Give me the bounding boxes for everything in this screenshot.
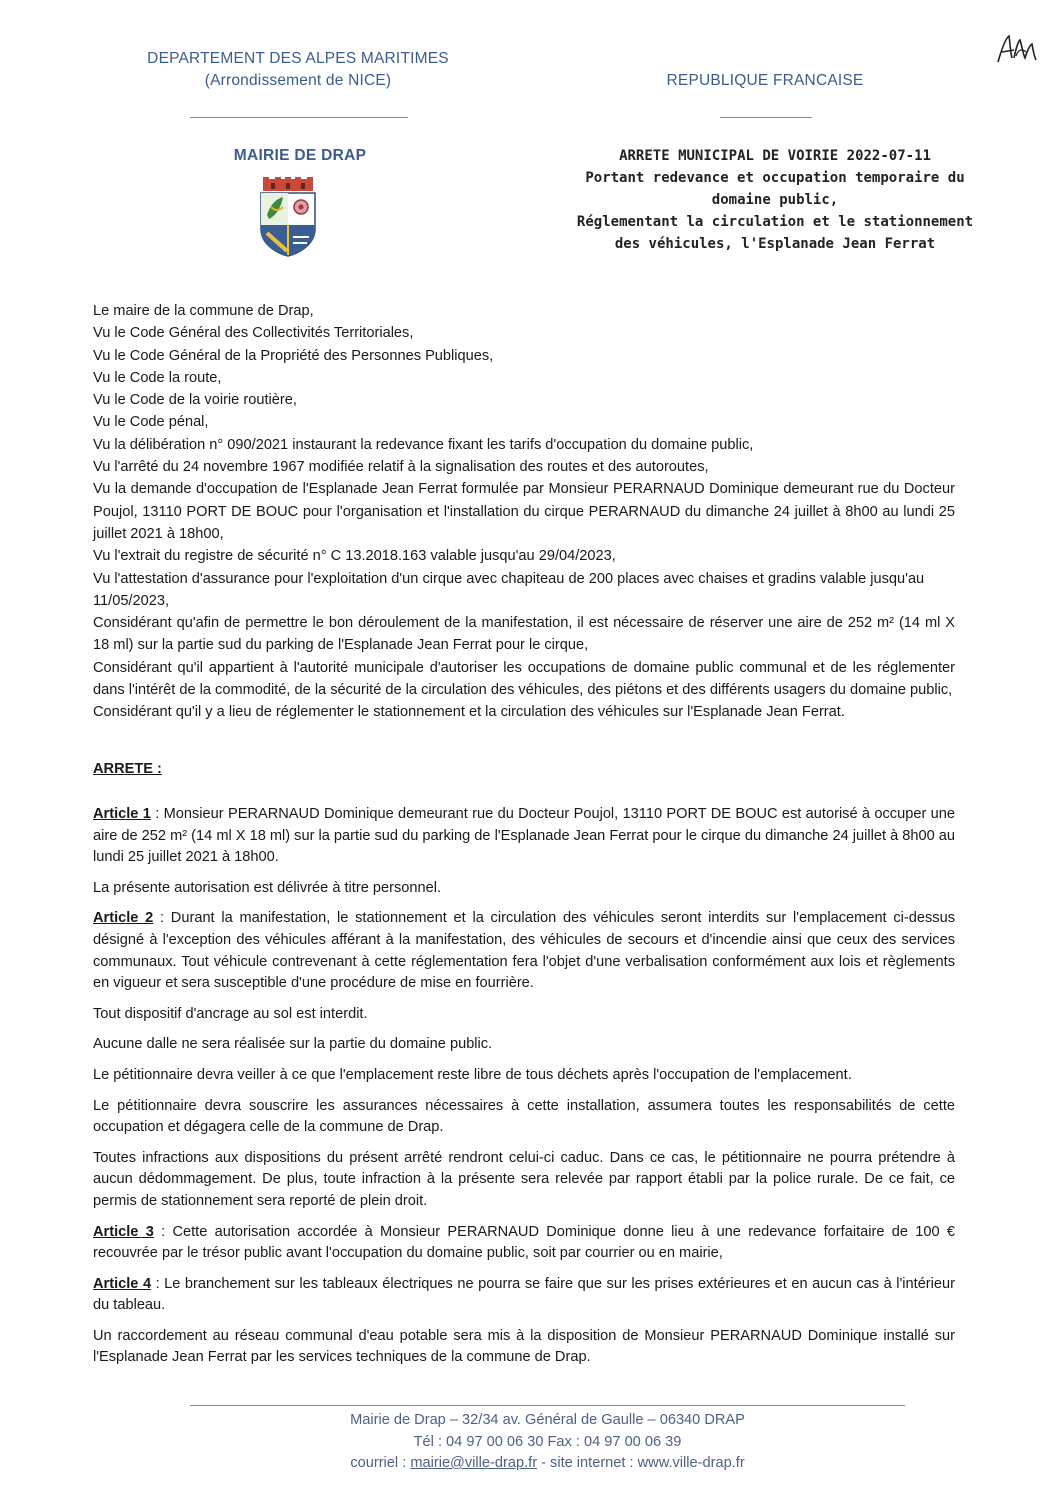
preamble-line: Vu l'attestation d'assurance pour l'exploitation d'un cirque avec chapiteau de 200 places avec chaises et gradins valable jusqu'au 11/05/2023, (93, 570, 925, 609)
decree-subtitle-3: Réglementant la circulation et le stationnement (576, 214, 974, 230)
preamble-line: Considérant qu'il appartient à l'autorité municipale d'autoriser les occupations de domaine public communal et de les réglementer dans l'intérêt de la commodité, de la sécurité de la circulation des véhicules, des piétons et des différents usagers du domaine public, (93, 659, 955, 699)
preamble-line: Vu la délibération n° 090/2021 instaurant la redevance fixant les tarifs d'occupation du domaine public, (93, 436, 754, 453)
preamble (93, 300, 955, 724)
arrondissement: (Arrondissement de NICE) (204, 72, 392, 89)
decree-title (540, 145, 1010, 255)
department-header (118, 48, 478, 92)
article-4-label: Article 4 (93, 1275, 152, 1292)
paragraph-eau: Un raccordement au réseau communal d'eau potable sera mis à la disposition de Monsieur PERARNAUD Dominique installé sur l'Esplanade Jean Ferrat par les services techniques de la commune de Drap. (93, 1327, 955, 1366)
footer-address: Mairie de Drap – 32/34 av. Général de Gaulle – 06340 DRAP (350, 1412, 745, 1428)
article-2-label: Article 2 (93, 910, 154, 927)
right-header-rule (720, 117, 812, 118)
decree-subtitle-2: domaine public, (711, 192, 839, 208)
footer (190, 1410, 905, 1475)
article-1 (93, 804, 955, 869)
arrete-heading: ARRETE : (93, 761, 162, 777)
preamble-line: Vu le Code la route, (93, 369, 222, 386)
paragraph-assurances: Le pétitionnaire devra souscrire les assurances nécessaires à cette installation, assumera toutes les responsabilités de cette occupation et dégagera celle de la commune de Drap. (93, 1097, 955, 1136)
signature-initials (992, 28, 1038, 70)
article-1-label: Article 1 (93, 806, 151, 822)
republic-header: REPUBLIQUE FRANCAISE (666, 72, 864, 89)
articles (93, 804, 955, 1378)
footer-email-link[interactable]: mairie@ville-drap.fr (410, 1455, 538, 1471)
paragraph-dalle: Aucune dalle ne sera réalisée sur la partie du domaine public. (93, 1036, 493, 1053)
footer-website: - site internet : www.ville-drap.fr (537, 1455, 745, 1471)
footer-contact (190, 1453, 905, 1475)
preamble-line: Considérant qu'il y a lieu de réglementer le stationnement et la circulation des véhicules sur l'Esplanade Jean Ferrat. (93, 704, 845, 721)
article-1-text: : Monsieur PERARNAUD Dominique demeurant rue du Docteur Poujol, 13110 PORT DE BOUC est autorisé à occuper une aire de 252 m² (14 ml X 18 ml) sur la partie sud du parking de l'Esplanade Jean Ferrat pour le cirque du dimanche 24 juillet à 8h00 au lundi 25 juillet 2021 à 18h00. (93, 806, 955, 866)
paragraph-ancrage: Tout dispositif d'ancrage au sol est interdit. (93, 1005, 368, 1022)
paragraph-personnel: La présente autorisation est délivrée à titre personnel. (93, 879, 442, 896)
footer-mail-prefix: courriel : (350, 1455, 411, 1471)
preamble-line: Vu l'arrêté du 24 novembre 1967 modifiée relatif à la signalisation des routes et des autoroutes, (93, 459, 709, 476)
article-2 (93, 908, 955, 994)
article-4 (93, 1274, 955, 1317)
footer-phone: Tél : 04 97 00 06 30 Fax : 04 97 00 06 39 (413, 1433, 682, 1450)
article-4-text: : Le branchement sur les tableaux électriques ne pourra se faire que sur les prises extérieures et en aucun cas à l'intérieur du tableau. (93, 1275, 955, 1314)
mairie-name: MAIRIE DE DRAP (233, 147, 367, 164)
preamble-line: Considérant qu'afin de permettre le bon déroulement de la manifestation, il est nécessaire de réserver une aire de 252 m² (14 ml X 18 ml) sur la partie sud du parking de l'Esplanade Jean Ferrat pour le cirque, (93, 615, 955, 654)
preamble-line: Vu le Code pénal, (93, 414, 209, 431)
article-3-text: : Cette autorisation accordée à Monsieur PERARNAUD Dominique donne lieu à une redevance forfaitaire de 100 € recouvrée par le trésor public avant l'occupation du domaine public, soit par courrier ou en mairie, (93, 1223, 956, 1262)
preamble-line: Vu le Code Général de la Propriété des Personnes Publiques, (93, 347, 494, 364)
preamble-line: Vu le Code Général des Collectivités Territoriales, (93, 325, 414, 342)
paragraph-infractions: Toutes infractions aux dispositions du présent arrêté rendront celui-ci caduc. Dans ce cas, le pétitionnaire ne pourra prétendre à aucun dédommagement. De plus, toute infraction à la présente sera relevée par rapport établi par la police rurale. De ce fait, ce permis de stationnement sera reporté de plein droit. (93, 1149, 955, 1209)
article-3-label: Article 3 (93, 1223, 154, 1240)
footer-rule (190, 1405, 905, 1406)
decree-number: ARRETE MUNICIPAL DE VOIRIE 2022-07-11 (619, 148, 931, 164)
left-header-rule (190, 117, 408, 118)
preamble-line: Vu le Code de la voirie routière, (93, 392, 297, 409)
decree-subtitle-1: Portant redevance et occupation temporaire du (585, 170, 965, 186)
decree-subtitle-4: des véhicules, l'Esplanade Jean Ferrat (614, 236, 936, 252)
article-2-text: : Durant la manifestation, le stationnement et la circulation des véhicules seront interdits sur l'emplacement ci-dessus désigné à l'exception des véhicules afférant à la manifestation, des véhicules de secours et d'incendie ainsi que ceux des services communaux. Tout véhicule contrevenant à cette réglementation fera l'objet d'une verbalisation conformément aux lois et règlements en vigueur et sera susceptible d'une procédure de mise en fourrière. (93, 910, 955, 992)
article-3 (93, 1222, 955, 1265)
preamble-line: Le maire de la commune de Drap, (93, 303, 314, 319)
coat-of-arms-icon (257, 177, 319, 257)
department-name: DEPARTEMENT DES ALPES MARITIMES (147, 50, 449, 67)
preamble-line: Vu la demande d'occupation de l'Esplanade Jean Ferrat formulée par Monsieur PERARNAUD Dominique demeurant rue du Docteur Poujol, 13110 PORT DE BOUC pour l'organisation et l'installation du cirque PERARNAUD du dimanche 24 juillet à 8h00 au lundi 25 juillet 2021 à 18h00, (93, 481, 955, 542)
paragraph-dechets: Le pétitionnaire devra veiller à ce que l'emplacement reste libre de tous déchets après l'occupation de l'emplacement. (93, 1066, 852, 1083)
preamble-line: Vu l'extrait du registre de sécurité n° C 13.2018.163 valable jusqu'au 29/04/2023, (93, 548, 616, 565)
